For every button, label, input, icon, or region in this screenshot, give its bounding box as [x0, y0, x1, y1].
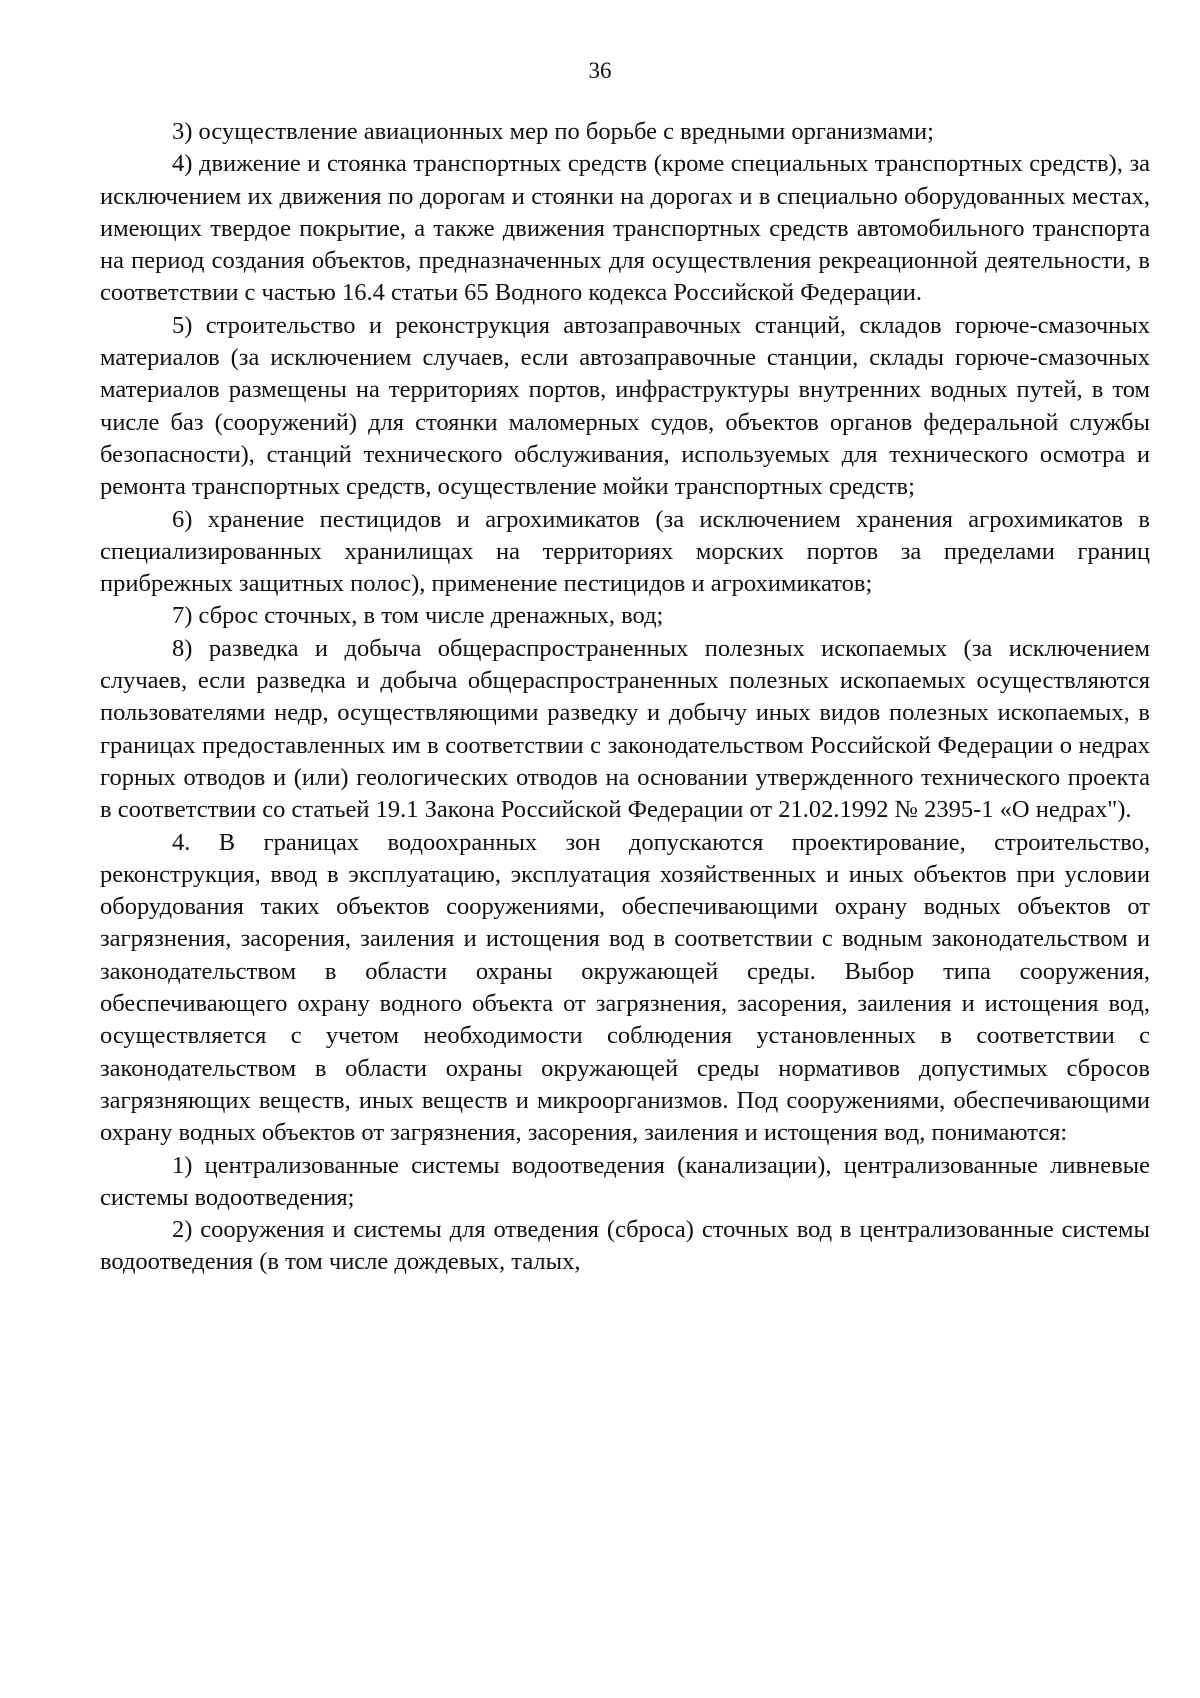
- paragraph-item-7: 7) сброс сточных, в том числе дренажных, вод;: [172, 602, 664, 630]
- paragraph-subitem-1: 1) централизованные системы водоотведения (канализации), централизованные ливневые системы водоотведения;: [100, 1151, 1150, 1211]
- document-body: [100, 116, 1150, 1279]
- paragraph-item-4: 4) движение и стоянка транспортных средств (кроме специальных транспортных средств), за исключением их движения по дорогам и стоянки на дорогах и в специально оборудованных местах, имеющих твердое покрытие, а также движения транспортных средств автомобильного транспорта на период создания объектов, предназначенных для осуществления рекреационной деятельности, в соответствии с частью 16.4 статьи 65 Водного кодекса Российской Федерации.: [100, 150, 1150, 307]
- paragraph-item-6: 6) хранение пестицидов и агрохимикатов (за исключением хранения агрохимикатов в специализированных хранилищах на территориях морских портов за пределами границ прибрежных защитных полос), применение пестицидов и агрохимикатов;: [100, 505, 1150, 598]
- paragraph-item-8: 8) разведка и добыча общераспространенных полезных ископаемых (за исключением случаев, если разведка и добыча общераспространенных полезных ископаемых осуществляются пользователями недр, осуществляющими разведку и добычу иных видов полезных ископаемых, в границах предоставленных им в соответствии с законодательством Российской Федерации о недрах горных отводов и (или) геологических отводов на основании утвержденного технического проекта в соответствии со статьей 19.1 Закона Российской Федерации от 21.02.1992 № 2395-1 «О недрах").: [100, 634, 1150, 824]
- paragraph-item-3: 3) осуществление авиационных мер по борьбе с вредными организмами;: [172, 118, 934, 145]
- paragraph-item-5: 5) строительство и реконструкция автозаправочных станций, складов горюче-смазочных материалов (за исключением случаев, если автозаправочные станции, склады горюче-смазочных материалов размещены на территориях портов, инфраструктуры внутренних водных путей, в том числе баз (сооружений) для стоянки маломерных судов, объектов органов федеральной службы безопасности), станций технического обслуживания, используемых для технического осмотра и ремонта транспортных средств, осуществление мойки транспортных средств;: [100, 311, 1150, 501]
- paragraph-subitem-2: 2) сооружения и системы для отведения (сброса) сточных вод в централизованные системы водоотведения (в том числе дождевых, талых,: [100, 1216, 1150, 1276]
- paragraph-section-4: 4. В границах водоохранных зон допускаются проектирование, строительство, реконструкция, ввод в эксплуатацию, эксплуатация хозяйственных и иных объектов при условии оборудования таких объектов сооружениями, обеспечивающими охрану водных объектов от загрязнения, засорения, заиления и истощения вод в соответствии с водным законодательством и законодательством в области охраны окружающей среды. Выбор типа сооружения, обеспечивающего охрану водного объекта от загрязнения, засорения, заиления и истощения вод, осуществляется с учетом необходимости соблюдения установленных в соответствии с законодательством в области охраны окружающей среды нормативов допустимых сбросов загрязняющих веществ, иных веществ и микроорганизмов. Под сооружениями, обеспечивающими охрану водных объектов от загрязнения, засорения, заиления и истощения вод, понимаются:: [100, 828, 1150, 1147]
- page-number: 36: [588, 58, 612, 83]
